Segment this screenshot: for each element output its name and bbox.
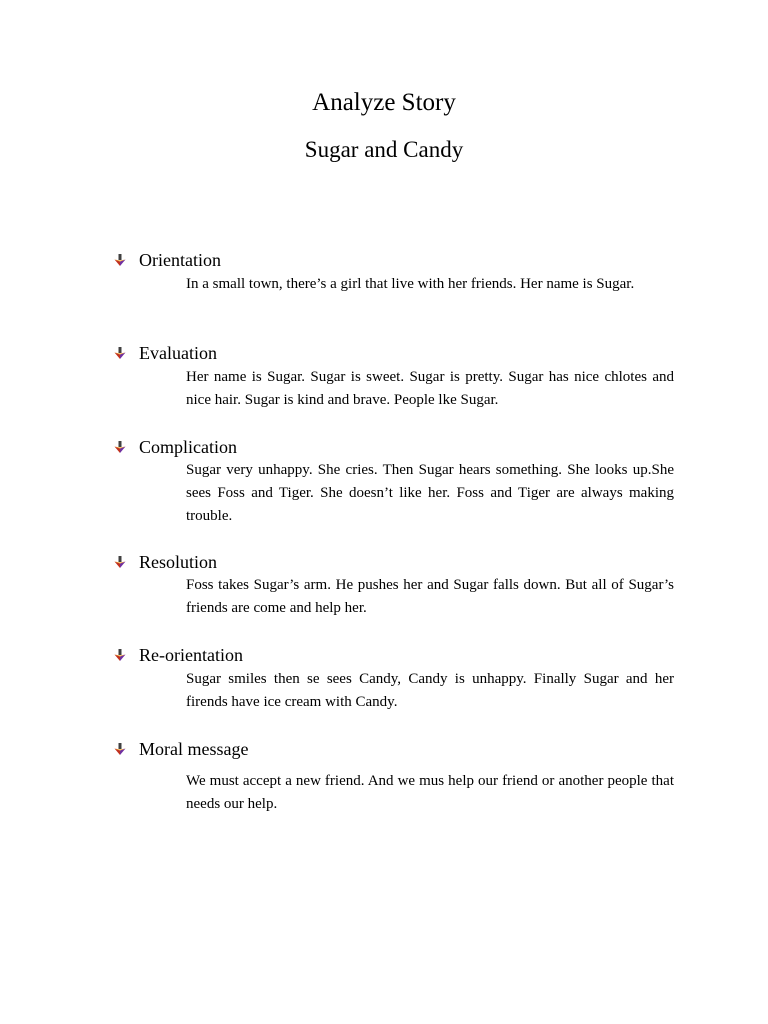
section-heading-label: Re-orientation <box>139 645 243 665</box>
section-body-text: Sugar very unhappy. She cries. Then Sugar hears something. She looks up.She sees Foss and Tiger. She doesn’t like her. Foss and Tiger are always making trouble. <box>186 462 674 524</box>
section-heading <box>113 248 221 272</box>
section-heading-label: Complication <box>139 437 237 457</box>
bullet-arrow-icon <box>113 742 127 756</box>
page-subtitle: Sugar and Candy <box>304 137 464 162</box>
page-title: Analyze Story <box>312 89 456 116</box>
bullet-arrow-icon <box>113 648 127 662</box>
section-heading <box>113 341 217 365</box>
section-heading <box>113 550 217 574</box>
section-heading <box>113 737 248 761</box>
section-heading <box>113 435 237 459</box>
section-body-text: In a small town, there’s a girl that live with her friends. Her name is Sugar. <box>186 276 635 292</box>
section-body-text: Her name is Sugar. Sugar is sweet. Sugar is pretty. Sugar has nice chlotes and nice hair. Sugar is kind and brave. People lke Sugar. <box>186 369 674 408</box>
section-heading-label: Orientation <box>139 250 221 270</box>
section-body-text: Sugar smiles then se sees Candy, Candy is unhappy. Finally Sugar and her firends have ice cream with Candy. <box>186 671 674 710</box>
bullet-arrow-icon <box>113 555 127 569</box>
section-heading-label: Resolution <box>139 552 218 572</box>
bullet-arrow-icon <box>113 253 127 267</box>
bullet-arrow-icon <box>113 346 127 360</box>
section-heading-label: Evaluation <box>139 343 217 363</box>
section-body-text: We must accept a new friend. And we mus help our friend or another people that needs our help. <box>186 773 674 812</box>
bullet-arrow-icon <box>113 440 127 454</box>
section-body-text: Foss takes Sugar’s arm. He pushes her and Sugar falls down. But all of Sugar’s friends are come and help her. <box>186 577 674 616</box>
section-heading <box>113 643 243 667</box>
section-heading-label: Moral message <box>139 739 249 759</box>
